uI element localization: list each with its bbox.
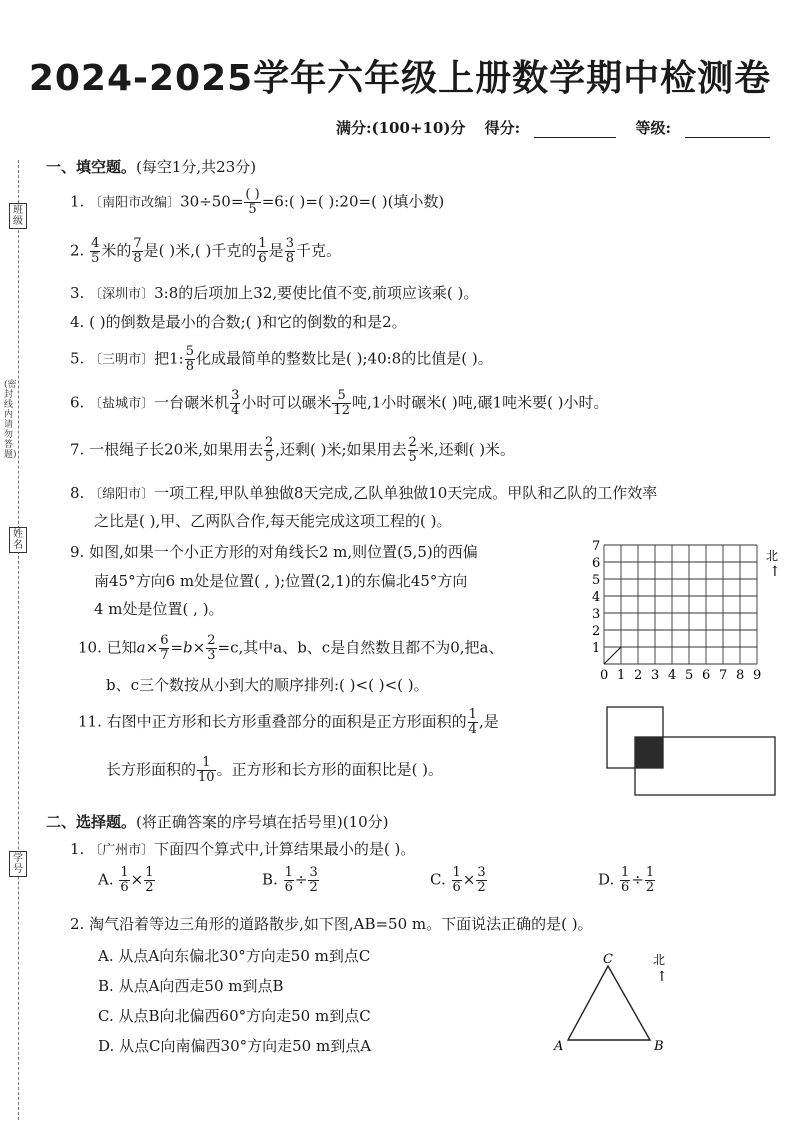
fraction [119, 866, 129, 895]
option-text: 从点B向北偏西60°方向走50 m到点C [118, 1007, 371, 1025]
x-tick-label: 5 [685, 668, 694, 683]
denominator: 5 [264, 450, 274, 465]
numerator: 2 [264, 435, 274, 450]
fraction [244, 188, 260, 217]
x-tick-label: 7 [719, 668, 728, 683]
denominator: 6 [284, 880, 293, 895]
y-tick-label: 5 [592, 573, 601, 588]
denominator: 6 [120, 880, 129, 895]
option-2-c[interactable] [98, 1005, 371, 1026]
option-b[interactable] [262, 866, 320, 895]
denominator: 6 [452, 880, 461, 895]
fraction [206, 634, 216, 663]
fraction [408, 436, 418, 465]
q-text: 右图中正方形和长方形重叠部分的面积是正方形面积的 [106, 712, 467, 731]
question-1-2 [70, 237, 341, 266]
option-text: 从点A向东偏北30°方向走50 m到点C [118, 947, 371, 965]
north-label: 北 [766, 549, 779, 563]
option-label: C. [430, 870, 446, 889]
denominator: 3 [207, 648, 216, 663]
denominator: 5 [248, 202, 257, 217]
diagonal-segment [604, 647, 621, 664]
question-1-5 [70, 345, 493, 374]
option-label: B. [262, 870, 278, 889]
option-label: A. [98, 947, 114, 965]
operator: × [130, 870, 144, 889]
denominator: 5 [408, 450, 417, 465]
denominator: 7 [160, 648, 169, 663]
triangle-shape [568, 966, 650, 1040]
full-score: 满分:(100+10)分 [335, 119, 466, 137]
option-text: 从点A向西走50 m到点B [118, 977, 284, 995]
numerator: 2 [207, 633, 216, 648]
option-c[interactable] [430, 866, 488, 895]
fraction [620, 866, 630, 895]
q-text: 一项工程,甲队单独做8天完成,乙队单独做10天完成。甲队和乙队的工作效率 [154, 484, 658, 502]
q-number: 2. [70, 915, 85, 933]
q-number: 5. [70, 349, 85, 368]
fraction [332, 389, 351, 418]
numerator: 7 [133, 236, 142, 251]
numerator: 1 [645, 865, 655, 880]
option-label: C. [98, 1007, 114, 1025]
times-sign: × [145, 638, 159, 657]
denominator: 12 [333, 403, 350, 418]
denominator: 2 [309, 880, 318, 895]
q-number: 6. [70, 393, 85, 412]
q-text: 。正方形和长方形的面积比是( )。 [216, 760, 444, 779]
denominator: 2 [145, 880, 154, 895]
fraction [284, 866, 294, 895]
x-tick-label: 0 [600, 668, 609, 683]
q-text: 米,还剩( )米。 [418, 440, 516, 459]
q-tag: 〔绵阳市〕 [89, 487, 155, 502]
q-tag: 〔广州市〕 [89, 843, 155, 858]
denominator: 8 [285, 251, 294, 266]
option-d[interactable] [598, 866, 656, 895]
question-1-11-line2 [106, 756, 443, 785]
section2-heading [46, 811, 389, 832]
option-text: 从点C向南偏西30°方向走50 m到点A [119, 1037, 372, 1055]
question-2-2 [70, 913, 593, 934]
numerator: 5 [185, 344, 194, 359]
q-tag: 〔南阳市改编〕 [89, 195, 181, 211]
operator: × [462, 870, 476, 889]
option-2-b[interactable] [98, 975, 284, 996]
q-text: ( )的倒数是最小的合数;( )和它的倒数的和是2。 [89, 313, 407, 331]
question-1-10 [78, 634, 503, 663]
equals-sign: = [170, 638, 184, 657]
option-label: D. [98, 1037, 115, 1055]
denominator: 2 [645, 880, 655, 895]
q-text: 化成最简单的整数比是( );40:8的比值是( )。 [196, 349, 493, 368]
option-label: A. [98, 870, 114, 889]
x-tick-label: 2 [634, 668, 643, 683]
vertex-a: A [554, 1039, 564, 1054]
numerator: 1 [621, 865, 630, 880]
q-text: 3:8的后项加上32,要使比值不变,前项应该乘( )。 [154, 284, 479, 302]
sidebar-label-class: 班级 [9, 203, 27, 229]
question-2-1 [70, 838, 415, 859]
question-1-8-line2: 之比是( ),甲、乙两队合作,每天能完成这项工程的( )。 [94, 512, 452, 530]
section1-heading [46, 156, 256, 177]
vertex-c: C [603, 952, 613, 967]
option-2-a[interactable] [98, 945, 370, 966]
numerator: 1 [258, 236, 267, 251]
score-bar [322, 117, 770, 138]
q-number: 11. [78, 712, 102, 731]
fraction [264, 436, 274, 465]
q-text: 是( )米,( )千克的 [143, 241, 257, 260]
fraction [452, 866, 462, 895]
north-label: 北 [653, 953, 666, 967]
q-number: 7. [70, 440, 85, 459]
x-tick-label: 3 [651, 668, 660, 683]
fraction [308, 866, 318, 895]
x-tick-label: 1 [617, 668, 626, 683]
q-text: 小时可以碾米 [241, 393, 332, 412]
y-tick-label: 7 [592, 539, 601, 554]
numerator: 6 [160, 633, 169, 648]
fraction [230, 389, 240, 418]
q-text: 如图,如果一个小正方形的对角线长2 m,则位置(5,5)的西偏 [89, 543, 478, 561]
numerator: 1 [120, 865, 129, 880]
q-number: 4. [70, 313, 85, 331]
numerator: 1 [452, 865, 461, 880]
numerator: 4 [91, 236, 100, 251]
q-number: 8. [70, 484, 85, 502]
q-text: 把1: [154, 349, 184, 368]
denominator: 4 [468, 722, 477, 737]
question-1-7 [70, 436, 515, 465]
grade-blank[interactable] [685, 137, 770, 138]
denominator: 10 [198, 770, 215, 785]
q-tag: 〔深圳市〕 [89, 287, 155, 302]
q-text: =c,其中a、b、c是自然数且都不为0,把a、 [217, 638, 504, 657]
north-arrow: ↑ [769, 564, 781, 580]
q-text: 已知 [106, 638, 137, 657]
grid-lines [604, 545, 757, 664]
numerator: 3 [285, 236, 294, 251]
answer-blank[interactable]: ( ) [245, 187, 260, 202]
numerator: 3 [309, 865, 318, 880]
vertex-b: B [654, 1039, 664, 1054]
q-text: 是 [268, 241, 284, 260]
sidebar-label-name: 姓名 [9, 527, 27, 553]
y-tick-label: 1 [592, 641, 601, 656]
option-label: B. [98, 977, 114, 995]
operator: ÷ [631, 870, 644, 889]
q-number: 2. [70, 241, 85, 260]
fraction [144, 866, 154, 895]
x-tick-label: 6 [702, 668, 711, 683]
fraction [476, 866, 486, 895]
q-text: 下面四个算式中,计算结果最小的是( )。 [154, 840, 416, 858]
x-tick-label: 8 [736, 668, 745, 683]
grade-label: 等级: [635, 119, 671, 137]
score-blank[interactable] [534, 137, 616, 138]
fraction [90, 237, 100, 266]
overlap-shade [635, 737, 663, 768]
section1-note: (每空1分,共23分) [136, 158, 257, 176]
fraction [132, 237, 142, 266]
option-a[interactable] [98, 866, 156, 895]
denominator: 6 [258, 251, 267, 266]
sidebar-note: (密封线内请勿答题) [4, 380, 17, 460]
denominator: 6 [621, 880, 630, 895]
numerator: 3 [231, 388, 240, 403]
q-text: =6:( )=( ):20=( )(填小数) [261, 192, 445, 211]
section2-title: 二、选择题。 [46, 813, 137, 831]
q-number: 1. [70, 840, 85, 858]
x-tick-label: 4 [668, 668, 677, 683]
question-1-9-line3: 4 m处是位置( , )。 [94, 600, 224, 618]
binding-line [18, 160, 19, 1120]
operator: ÷ [294, 870, 308, 889]
denominator: 5 [91, 251, 100, 266]
question-1-9-line2: 南45°方向6 m处是位置( , );位置(2,1)的东偏北45°方向 [94, 572, 468, 590]
numerator: 5 [332, 389, 351, 404]
q-number: 3. [70, 284, 85, 302]
numerator: 3 [477, 865, 486, 880]
q-text: 吨,1小时碾米( )吨,碾1吨米要( )小时。 [351, 393, 609, 412]
denominator: 2 [477, 880, 486, 895]
sidebar-label-number: 学号 [9, 851, 27, 877]
denominator: 4 [231, 403, 240, 418]
denominator: 8 [185, 359, 194, 374]
fraction [468, 708, 478, 737]
fraction [197, 756, 216, 785]
q-text: 30÷50= [180, 192, 244, 211]
q-text: 米的 [101, 241, 132, 260]
grid-figure [588, 538, 788, 688]
grid-labels [592, 539, 761, 683]
question-1-11 [78, 708, 499, 737]
option-label: D. [598, 870, 615, 889]
q-number: 1. [70, 192, 85, 211]
section1-title: 一、填空题。 [46, 158, 137, 176]
q-text: 一台碾米机 [154, 393, 230, 412]
var-a: a [136, 638, 146, 657]
question-1-6 [70, 389, 609, 418]
q-text: ,还剩( )米;如果用去 [275, 440, 407, 459]
denominator: 8 [133, 251, 142, 266]
q-text: 长方形面积的 [106, 760, 197, 779]
north-arrow: ↑ [656, 969, 668, 985]
overlap-figure [600, 703, 785, 803]
question-1-3 [70, 282, 478, 303]
x-tick-label: 9 [753, 668, 762, 683]
numerator: 1 [145, 865, 154, 880]
question-1-8 [70, 482, 657, 503]
q-text: ,是 [478, 712, 499, 731]
q-number: 9. [70, 543, 85, 561]
fraction [185, 345, 195, 374]
q-tag: 〔盐城市〕 [89, 396, 155, 412]
numerator: 1 [197, 756, 216, 771]
y-tick-label: 2 [592, 624, 601, 639]
y-tick-label: 4 [592, 590, 601, 605]
numerator: 2 [408, 435, 417, 450]
fraction [285, 237, 295, 266]
question-1-10-line2: b、c三个数按从小到大的顺序排列:( )<( )<( )。 [106, 676, 429, 694]
section2-note: (将正确答案的序号填在括号里)(10分) [136, 813, 389, 831]
q-number: 10. [78, 638, 102, 657]
fraction [645, 866, 655, 895]
times-sign: × [192, 638, 206, 657]
fraction [159, 634, 169, 663]
q-text: 一根绳子长20米,如果用去 [89, 440, 263, 459]
y-tick-label: 3 [592, 607, 601, 622]
option-2-d[interactable] [98, 1035, 371, 1056]
var-b: b [183, 638, 193, 657]
numerator: 1 [284, 865, 293, 880]
q-text: 淘气沿着等边三角形的道路散步,如下图,AB=50 m。下面说法正确的是( )。 [89, 915, 593, 933]
page-title: 2024-2025学年六年级上册数学期中检测卷 [28, 58, 772, 99]
score-label: 得分: [484, 119, 521, 137]
y-tick-label: 6 [592, 556, 601, 571]
triangle-figure [550, 948, 680, 1060]
numerator: 1 [468, 707, 477, 722]
fraction [257, 237, 267, 266]
question-1-4 [70, 311, 407, 332]
question-1-1 [70, 188, 444, 217]
q-tag: 〔三明市〕 [89, 352, 155, 368]
question-1-9 [70, 541, 478, 562]
q-text: 千克。 [295, 241, 341, 260]
